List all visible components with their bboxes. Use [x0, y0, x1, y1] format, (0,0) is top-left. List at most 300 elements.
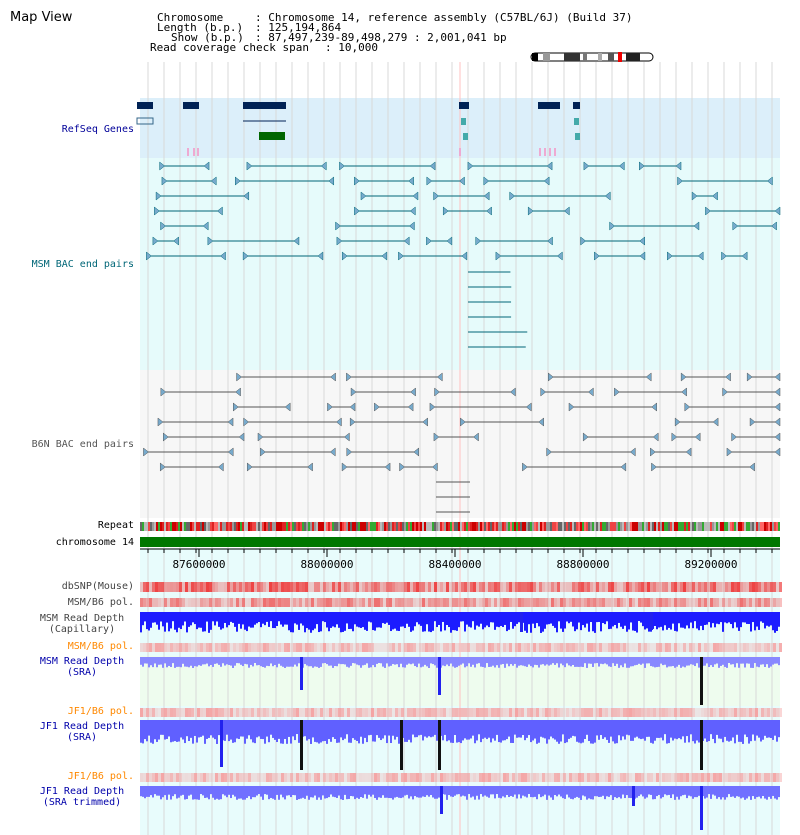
jf1-sra-depth — [212, 720, 214, 738]
msm-capillary-depth — [718, 612, 720, 624]
repeat-segment — [396, 522, 398, 531]
repeat-segment — [644, 522, 646, 531]
msm-b6-pol-sra-cell — [329, 643, 332, 652]
repeat-segment — [502, 522, 504, 531]
repeat-segment — [480, 522, 482, 531]
repeat-segment — [352, 522, 354, 531]
jf1-trim-depth — [356, 786, 358, 798]
msm-sra-depth — [486, 657, 488, 663]
msm-b6-pol-sra-cell — [365, 643, 368, 652]
jf1-b6-pol-cell — [656, 708, 659, 717]
msm-sra-depth — [406, 657, 408, 665]
repeat-segment — [388, 522, 390, 531]
msm-sra-depth — [582, 657, 584, 667]
jf1-b6-pol-trim-cell — [326, 773, 329, 782]
repeat-segment — [220, 522, 222, 531]
jf1-trim-depth — [360, 786, 362, 797]
jf1-sra-depth — [578, 720, 580, 743]
repeat-segment — [320, 522, 322, 531]
jf1-b6-pol-cell — [545, 708, 548, 717]
jf1-sra-depth — [148, 720, 150, 736]
jf1-sra-depth — [586, 720, 588, 735]
repeat-segment — [504, 522, 506, 531]
jf1-b6-pol-trim-cell — [722, 773, 725, 782]
repeat-segment — [296, 522, 298, 531]
jf1-trim-depth — [188, 786, 190, 796]
jf1-b6-pol-cell — [365, 708, 368, 717]
track-label-jf1-b6-pol-trimmed[interactable]: JF1/B6 pol. — [67, 771, 134, 782]
msm-b6-pol-cell — [623, 598, 626, 607]
jf1-b6-pol-trim-cell — [641, 773, 644, 782]
jf1-sra-depth — [608, 720, 610, 743]
jf1-trim-depth — [722, 786, 724, 797]
jf1-sra-depth — [472, 720, 474, 736]
msm-capillary-depth — [666, 612, 668, 630]
jf1-b6-pol-cell — [650, 708, 653, 717]
msm-b6-pol-cell — [185, 598, 188, 607]
dbsnp-cell — [578, 582, 581, 592]
jf1-sra-depth — [712, 720, 714, 739]
jf1-trim-depth — [170, 786, 172, 800]
msm-b6-pol-sra-cell — [590, 643, 593, 652]
repeat-segment — [604, 522, 606, 531]
msm-sra-depth — [480, 657, 482, 667]
msm-b6-pol-sra-cell — [245, 643, 248, 652]
dbsnp-cell — [287, 582, 290, 592]
repeat-segment — [468, 522, 470, 531]
repeat-segment — [636, 522, 638, 531]
repeat-segment — [426, 522, 428, 531]
jf1-b6-pol-cell — [371, 708, 374, 717]
jf1-trim-depth — [448, 786, 450, 795]
jf1-b6-pol-trim-cell — [725, 773, 728, 782]
jf1-trim-depth — [612, 786, 614, 800]
jf1-b6-pol-cell — [620, 708, 623, 717]
dbsnp-cell — [224, 582, 227, 592]
jf1-trim-depth — [270, 786, 272, 798]
repeat-segment — [230, 522, 232, 531]
jf1-b6-pol-cell — [479, 708, 482, 717]
repeat-segment — [212, 522, 214, 531]
repeat-segment — [684, 522, 686, 531]
repeat-segment — [434, 522, 436, 531]
msm-capillary-depth — [386, 612, 388, 623]
dbsnp-cell — [323, 582, 326, 592]
repeat-segment — [160, 522, 162, 531]
msm-capillary-depth — [750, 612, 752, 631]
repeat-segment — [478, 522, 480, 531]
jf1-trim-depth — [298, 786, 300, 799]
repeat-segment — [730, 522, 732, 531]
repeat-segment — [414, 522, 416, 531]
jf1-sra-depth — [582, 720, 584, 743]
jf1-sra-depth — [760, 720, 762, 741]
jf1-b6-pol-trim-cell — [200, 773, 203, 782]
repeat-segment — [524, 522, 526, 531]
repeat-segment — [576, 522, 578, 531]
msm-b6-pol-cell — [323, 598, 326, 607]
msm-b6-pol-cell — [749, 598, 752, 607]
msm-capillary-depth — [768, 612, 770, 627]
jf1-b6-pol-trim-cell — [407, 773, 410, 782]
msm-b6-pol-sra-cell — [614, 643, 617, 652]
msm-capillary-depth — [280, 612, 282, 625]
repeat-segment — [390, 522, 392, 531]
msm-sra-depth — [336, 657, 338, 666]
msm-sra-depth — [230, 657, 232, 666]
jf1-trim-depth — [584, 786, 586, 796]
msm-b6-pol-sra-cell — [191, 643, 194, 652]
repeat-segment — [560, 522, 562, 531]
msm-b6-pol-cell — [443, 598, 446, 607]
jf1-b6-pol-trim-cell — [278, 773, 281, 782]
msm-capillary-depth — [308, 612, 310, 630]
msm-capillary-depth — [230, 612, 232, 622]
msm-sra-depth — [204, 657, 206, 664]
dbsnp-cell — [443, 582, 446, 592]
jf1-trim-depth — [464, 786, 466, 796]
msm-capillary-depth — [430, 612, 432, 632]
msm-sra-depth — [328, 657, 330, 666]
repeat-segment — [346, 522, 348, 531]
msm-b6-pol-cell — [590, 598, 593, 607]
msm-capillary-depth — [638, 612, 640, 621]
repeat-segment — [338, 522, 340, 531]
msm-b6-pol-sra-cell — [497, 643, 500, 652]
repeat-segment — [400, 522, 402, 531]
msm-b6-pol-cell — [206, 598, 209, 607]
repeat-segment — [588, 522, 590, 531]
jf1-sra-depth — [774, 720, 776, 736]
jf1-trim-depth — [746, 786, 748, 798]
jf1-b6-pol-cell — [605, 708, 608, 717]
msm-sra-depth — [428, 657, 430, 668]
msm-capillary-depth — [580, 612, 582, 630]
msm-b6-pol-cell — [536, 598, 539, 607]
track-label-jf1-depth-sra[interactable]: JF1 Read Depth (SRA) — [39, 721, 125, 743]
jf1-b6-pol-cell — [197, 708, 200, 717]
msm-b6-pol-sra-cell — [491, 643, 494, 652]
jf1-b6-pol-cell — [443, 708, 446, 717]
msm-sra-depth — [636, 657, 638, 665]
msm-capillary-depth — [148, 612, 150, 630]
jf1-b6-pol-cell — [533, 708, 536, 717]
msm-sra-depth — [264, 657, 266, 668]
msm-sra-depth — [414, 657, 416, 666]
dbsnp-cell — [533, 582, 536, 592]
msm-b6-pol-sra-cell — [617, 643, 620, 652]
jf1-trim-depth — [274, 786, 276, 800]
msm-sra-depth — [306, 657, 308, 665]
msm-b6-pol-sra-cell — [662, 643, 665, 652]
repeat-segment — [678, 522, 680, 531]
msm-capillary-depth — [706, 612, 708, 625]
repeat-segment — [322, 522, 324, 531]
repeat-segment — [202, 522, 204, 531]
msm-capillary-depth — [282, 612, 284, 627]
jf1-sra-depth — [208, 720, 210, 738]
msm-capillary-depth — [152, 612, 154, 623]
jf1-b6-pol-cell — [425, 708, 428, 717]
msm-capillary-depth — [664, 612, 666, 625]
msm-b6-pol-cell — [449, 598, 452, 607]
jf1-trim-depth — [730, 786, 732, 797]
msm-b6-pol-cell — [704, 598, 707, 607]
msm-b6-pol-cell — [737, 598, 740, 607]
jf1-b6-pol-cell — [374, 708, 377, 717]
msm-capillary-depth — [438, 612, 440, 625]
repeat-segment — [440, 522, 442, 531]
jf1-b6-pol-cell — [602, 708, 605, 717]
jf1-b6-pol-cell — [530, 708, 533, 717]
jf1-trim-depth — [272, 786, 274, 799]
jf1-b6-pol-cell — [401, 708, 404, 717]
jf1-b6-pol-trim-cell — [617, 773, 620, 782]
msm-b6-pol-cell — [488, 598, 491, 607]
jf1-sra-depth — [734, 720, 736, 743]
msm-b6-pol-sra-cell — [737, 643, 740, 652]
jf1-b6-pol-cell — [200, 708, 203, 717]
jf1-trim-depth — [388, 786, 390, 798]
jf1-sra-depth — [274, 720, 276, 740]
jf1-trim-depth — [340, 786, 342, 799]
jf1-trim-depth — [380, 786, 382, 798]
msm-capillary-depth — [608, 612, 610, 629]
track-label-msm-depth-sra[interactable]: MSM Read Depth (SRA) — [39, 656, 125, 678]
msm-capillary-depth — [536, 612, 538, 623]
msm-capillary-depth — [374, 612, 376, 631]
jf1-sra-depth — [336, 720, 338, 743]
jf1-b6-pol-trim-cell — [269, 773, 272, 782]
msm-b6-pol-cell — [440, 598, 443, 607]
dbsnp-cell — [467, 582, 470, 592]
msm-b6-pol-sra-cell — [758, 643, 761, 652]
jf1-sra-depth — [164, 720, 166, 740]
msm-capillary-depth — [726, 612, 728, 623]
track-label-jf1-depth-trimmed[interactable]: JF1 Read Depth (SRA trimmed) — [39, 786, 125, 808]
repeat-segment — [198, 522, 200, 531]
jf1-sra-depth — [332, 720, 334, 737]
msm-capillary-depth — [394, 612, 396, 629]
msm-b6-pol-cell — [326, 598, 329, 607]
repeat-segment — [354, 522, 356, 531]
coverage-label: Read coverage check span — [150, 41, 309, 54]
msm-capillary-depth — [216, 612, 218, 621]
msm-b6-pol-cell — [560, 598, 563, 607]
repeat-segment — [666, 522, 668, 531]
jf1-sra-depth — [184, 720, 186, 743]
msm-capillary-depth — [774, 612, 776, 633]
jf1-sra-depth — [598, 720, 600, 740]
repeat-segment — [584, 522, 586, 531]
msm-capillary-depth — [586, 612, 588, 624]
track-label-msm-bac[interactable]: MSM BAC end pairs — [31, 259, 134, 270]
msm-capillary-depth-spike — [650, 612, 653, 630]
jf1-b6-pol-trim-cell — [176, 773, 179, 782]
msm-b6-pol-cell — [578, 598, 581, 607]
jf1-b6-pol-cell — [521, 708, 524, 717]
jf1-b6-pol-cell — [437, 708, 440, 717]
msm-capillary-depth — [312, 612, 314, 630]
jf1-b6-pol-trim-cell — [410, 773, 413, 782]
repeat-segment — [302, 522, 304, 531]
track-label-dbsnp[interactable]: dbSNP(Mouse) — [61, 581, 134, 592]
msm-b6-pol-sra-cell — [284, 643, 287, 652]
jf1-trim-depth — [160, 786, 162, 799]
jf1-trim-depth — [504, 786, 506, 797]
msm-b6-pol-sra-cell — [254, 643, 257, 652]
msm-capillary-depth — [428, 612, 430, 632]
jf1-b6-pol-trim-cell — [194, 773, 197, 782]
track-label-jf1-b6-pol[interactable]: JF1/B6 pol. — [67, 706, 134, 717]
repeat-segment — [442, 522, 444, 531]
msm-b6-pol-sra-cell — [572, 643, 575, 652]
jf1-b6-pol-cell — [644, 708, 647, 717]
msm-b6-pol-cell — [200, 598, 203, 607]
dbsnp-cell — [251, 582, 254, 592]
repeat-segment — [368, 522, 370, 531]
msm-capillary-depth — [584, 612, 586, 628]
jf1-b6-pol-cell — [527, 708, 530, 717]
msm-sra-depth — [408, 657, 410, 664]
jf1-trim-depth — [408, 786, 410, 798]
jf1-b6-pol-trim-cell — [302, 773, 305, 782]
dbsnp-cell — [503, 582, 506, 592]
jf1-b6-pol-cell — [155, 708, 158, 717]
msm-sra-depth — [144, 657, 146, 663]
jf1-b6-pol-trim-cell — [686, 773, 689, 782]
jf1-b6-pol-trim-cell — [248, 773, 251, 782]
msm-sra-depth — [404, 657, 406, 668]
msm-b6-pol-sra-cell — [476, 643, 479, 652]
track-label-msm-b6-pol[interactable]: MSM/B6 pol. — [67, 597, 134, 608]
msm-b6-pol-sra-cell — [320, 643, 323, 652]
track-label-b6n-bac[interactable]: B6N BAC end pairs — [31, 439, 134, 450]
msm-sra-depth — [252, 657, 254, 666]
jf1-trim-depth — [774, 786, 776, 799]
msm-b6-pol-sra-cell — [212, 643, 215, 652]
msm-b6-pol-sra-cell — [599, 643, 602, 652]
track-label-chromosome[interactable]: chromosome 14 — [55, 537, 134, 548]
jf1-sra-depth — [620, 720, 622, 740]
repeat-segment — [438, 522, 440, 531]
jf1-b6-pol-trim-cell — [668, 773, 671, 782]
msm-capillary-depth — [346, 612, 348, 623]
jf1-b6-pol-cell — [485, 708, 488, 717]
msm-b6-pol-sra-cell — [416, 643, 419, 652]
jf1-sra-depth — [548, 720, 550, 739]
jf1-b6-pol-trim-cell — [149, 773, 152, 782]
msm-sra-depth — [698, 657, 700, 668]
repeat-segment — [150, 522, 152, 531]
dbsnp-cell — [194, 582, 197, 592]
msm-sra-depth — [612, 657, 614, 663]
msm-b6-pol-sra-cell — [140, 643, 143, 652]
jf1-sra-depth — [140, 720, 142, 743]
msm-capillary-depth — [656, 612, 658, 629]
msm-b6-pol-cell — [617, 598, 620, 607]
msm-b6-pol-cell — [575, 598, 578, 607]
msm-capillary-depth — [654, 612, 656, 626]
msm-b6-pol-sra-cell — [164, 643, 167, 652]
msm-capillary-depth — [534, 612, 536, 628]
dbsnp-cell — [530, 582, 533, 592]
jf1-b6-pol-cell — [395, 708, 398, 717]
msm-b6-pol-cell — [236, 598, 239, 607]
jf1-b6-pol-cell — [689, 708, 692, 717]
msm-sra-depth — [274, 657, 276, 665]
jf1-sra-depth — [636, 720, 638, 737]
msm-capillary-depth — [196, 612, 198, 629]
jf1-sra-depth — [680, 720, 682, 739]
jf1-sra-depth — [600, 720, 602, 735]
repeat-segment — [448, 522, 450, 531]
track-label-refseq[interactable]: RefSeq Genes — [61, 124, 134, 135]
repeat-segment — [174, 522, 176, 531]
msm-b6-pol-cell — [569, 598, 572, 607]
jf1-b6-pol-cell — [413, 708, 416, 717]
msm-b6-pol-sra-cell — [362, 643, 365, 652]
msm-b6-pol-cell — [425, 598, 428, 607]
jf1-b6-pol-trim-cell — [182, 773, 185, 782]
msm-b6-pol-cell — [464, 598, 467, 607]
jf1-b6-pol-cell — [719, 708, 722, 717]
jf1-sra-depth — [496, 720, 498, 735]
jf1-b6-pol-trim-cell — [179, 773, 182, 782]
msm-b6-pol-sra-cell — [743, 643, 746, 652]
jf1-sra-depth — [690, 720, 692, 734]
repeat-segment — [488, 522, 490, 531]
jf1-sra-depth — [688, 720, 690, 742]
msm-b6-pol-sra-cell — [527, 643, 530, 652]
dbsnp-cell — [554, 582, 557, 592]
jf1-sra-depth — [192, 720, 194, 744]
repeat-segment — [430, 522, 432, 531]
jf1-b6-pol-cell — [404, 708, 407, 717]
msm-b6-pol-sra-cell — [587, 643, 590, 652]
msm-b6-pol-cell — [422, 598, 425, 607]
repeat-segment — [200, 522, 202, 531]
jf1-b6-pol-trim-cell — [386, 773, 389, 782]
track-label-repeat[interactable]: Repeat — [97, 520, 134, 531]
track-label-msm-b6-pol-sra[interactable]: MSM/B6 pol. — [67, 641, 134, 652]
dbsnp-cell — [698, 582, 701, 592]
repeat-segment — [750, 522, 752, 531]
dbsnp-cell — [278, 582, 281, 592]
msm-b6-pol-sra-cell — [779, 643, 782, 652]
repeat-segment — [444, 522, 446, 531]
repeat-segment — [224, 522, 226, 531]
msm-b6-pol-sra-cell — [680, 643, 683, 652]
msm-sra-depth — [740, 657, 742, 664]
dbsnp-cell — [527, 582, 530, 592]
msm-capillary-depth — [582, 612, 584, 625]
msm-b6-pol-sra-cell — [425, 643, 428, 652]
msm-capillary-depth — [246, 612, 248, 631]
jf1-b6-pol-trim-cell — [185, 773, 188, 782]
jf1-b6-pol-trim-cell — [287, 773, 290, 782]
jf1-sra-depth — [224, 720, 226, 741]
jf1-sra-depth — [662, 720, 664, 740]
jf1-trim-depth — [152, 786, 154, 797]
dbsnp-cell — [380, 582, 383, 592]
jf1-b6-pol-trim-cell — [713, 773, 716, 782]
repeat-segment — [772, 522, 774, 531]
msm-sra-depth — [410, 657, 412, 664]
track-label-msm-depth-capillary[interactable]: MSM Read Depth (Capillary) — [39, 613, 125, 635]
repeat-segment — [280, 522, 282, 531]
jf1-sra-depth — [258, 720, 260, 736]
